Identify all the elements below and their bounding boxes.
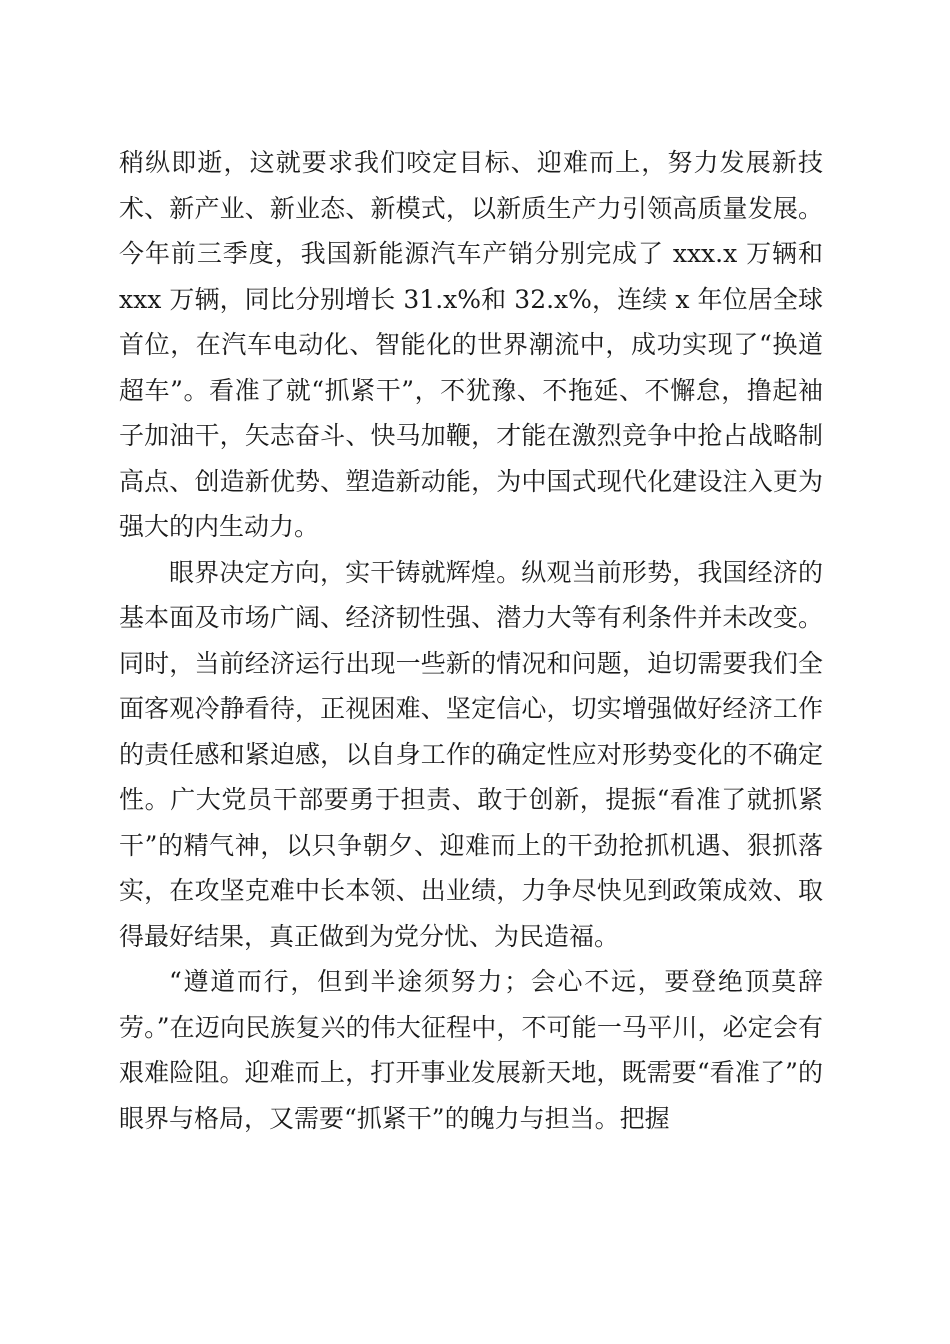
paragraph-continued: 稍纵即逝，这就要求我们咬定目标、迎难而上，努力发展新技术、新产业、新业态、新模式，以新质生产力引领高质量发展。今年前三季度，我国新能源汽车产销分别完成了 xxx.x 万辆和 xxx 万辆，同比分别增长 31.x%和 32.x%，连续 x 年位居全球首位，在汽车电动化、智能化的世界潮流中，成功实现了“换道超车”。看准了就“抓紧干”，不犹豫、不拖延、不懈怠，撸起袖子加油干，矢志奋斗、快马加鞭，才能在激烈竞争中抢占战略制高点、创造新优势、塑造新动能，为中国式现代化建设注入更为强大的内生动力。 (119, 148, 823, 541)
body-text (119, 140, 823, 1141)
paragraph: 眼界决定方向，实干铸就辉煌。纵观当前形势，我国经济的基本面及市场广阔、经济韧性强、潜力大等有利条件并未改变。同时，当前经济运行出现一些新的情况和问题，迫切需要我们全面客观冷静看待，正视困难、坚定信心，切实增强做好经济工作的责任感和紧迫感，以自身工作的确定性应对形势变化的不确定性。广大党员干部要勇于担责、敢于创新，提振“看准了就抓紧干”的精气神，以只争朝夕、迎难而上的干劲抢抓机遇、狠抓落实，在攻坚克难中长本领、出业绩，力争尽快见到政策成效、取得最好结果，真正做到为党分忧、为民造福。 (119, 557, 823, 951)
paragraph: “遵道而行，但到半途须努力；会心不远，要登绝顶莫辞劳。”在迈向民族复兴的伟大征程中，不可能一马平川，必定会有艰难险阻。迎难而上，打开事业发展新天地，既需要“看准了”的眼界与格局，又需要“抓紧干”的魄力与担当。把握 (119, 967, 823, 1133)
